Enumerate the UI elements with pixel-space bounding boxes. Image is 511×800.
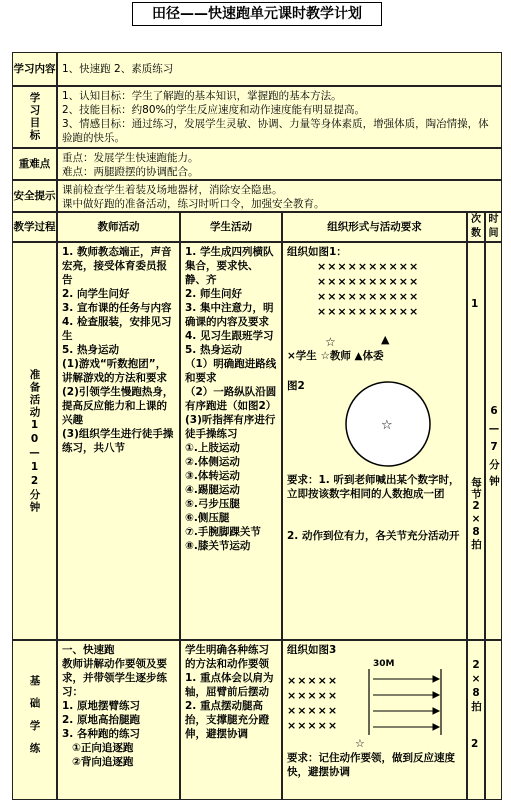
safety-item: 课中做好跑的准备活动，练习时听口令，加强安全教育。 xyxy=(62,198,325,210)
arrowhead-icon xyxy=(433,708,439,714)
student-item: （1）明确跑进路线和要求 xyxy=(185,358,277,384)
student-item: ⑤.弓步压腿 xyxy=(185,498,240,510)
objective-item: 2、技能目标：约80%的学生反应速度和动作速度能有明显提高。 xyxy=(62,104,366,116)
basic-section-label-text: 基础学练 xyxy=(28,675,41,765)
formation-row: ××××× xyxy=(287,689,339,702)
circle-run-diagram xyxy=(343,379,433,469)
header-teacher: 教师活动 xyxy=(57,212,180,242)
fig1-label: 组织如图1： xyxy=(287,246,347,258)
lesson-plan-table xyxy=(12,52,502,800)
safety-label: 安全提示 xyxy=(12,180,57,212)
monitor-triangle-icon: ▲ xyxy=(381,333,390,346)
teacher-star-icon: ☆ xyxy=(355,737,365,750)
fig2-label: 图2 xyxy=(287,380,305,392)
basic-teacher-activities xyxy=(57,640,180,800)
formation-row: ×××××××××× xyxy=(317,275,420,288)
prep-requirements-2: 2. 动作到位有力，各关节充分活动开 xyxy=(287,530,460,542)
safety-text xyxy=(57,180,502,212)
teacher-item: 2. 原地高抬腿跑 xyxy=(62,714,140,726)
student-item: （2）一路纵队沿圆有序跑进（如图2） xyxy=(185,386,277,412)
student-item: ⑥.侧压腿 xyxy=(185,512,230,524)
teacher-item: 1. 原地摆臂练习 xyxy=(62,700,140,712)
prep-time xyxy=(485,242,502,640)
student-item: 1. 学生成四列横队集合，要求快、静、齐 xyxy=(185,246,274,286)
basic-organization xyxy=(282,640,467,800)
teacher-item: ①正向追逐跑 xyxy=(72,742,134,754)
prep-student-activities xyxy=(180,242,282,640)
student-item: 2. 师生问好 xyxy=(185,288,242,300)
header-count: 次数 xyxy=(467,212,485,242)
arrowhead-icon xyxy=(433,724,439,730)
student-item: 5. 热身运动 xyxy=(185,344,242,356)
student-item: 学生明确各种练习的方法和动作要领 xyxy=(185,644,269,670)
header-process: 教学过程 xyxy=(12,212,57,242)
student-item: ①.上肢运动 xyxy=(185,442,240,454)
prep-teacher-activities xyxy=(57,242,180,640)
objectives-text xyxy=(57,86,502,148)
prep-time-text: 6—7分钟 xyxy=(488,405,500,492)
basic-count-2: 2 xyxy=(471,738,479,750)
fig3-label: 组织如图3 xyxy=(287,644,337,656)
teacher-item: 3. 各种跑的练习 xyxy=(62,728,140,740)
safety-item: 课前检查学生着装及场地器材，消除安全隐患。 xyxy=(62,184,283,196)
student-item: 2. 重点摆动腿高抬，支撑腿充分蹬伸，避摆协调 xyxy=(185,700,269,740)
student-item: ⑦.手腕脚踝关节 xyxy=(185,526,261,538)
sprint-formation-grid xyxy=(287,673,338,733)
study-content-label: 学习内容 xyxy=(12,52,57,86)
student-item: 4. 见习生跟班学习 xyxy=(185,330,274,342)
teacher-item: 一、快速跑 xyxy=(62,644,115,656)
prep-section-label xyxy=(12,242,57,640)
teacher-item: (3)组织学生进行徒手操练习，共八节 xyxy=(62,428,174,454)
basic-time xyxy=(485,640,502,800)
teacher-item: 5. 热身运动 xyxy=(62,344,119,356)
basic-count xyxy=(467,640,485,800)
basic-count-1: 2×8拍 xyxy=(470,659,482,714)
prep-count-2: 每节2×8拍 xyxy=(470,477,482,551)
formation-row: ×××××××××× xyxy=(317,290,420,303)
student-item: 1. 重点体会以肩为轴，屈臂前后摆动 xyxy=(185,672,274,698)
prep-count xyxy=(467,242,485,640)
objectives-label-text: 学习目标 xyxy=(28,92,41,142)
teacher-item: (2)引领学生慢跑热身，提高反应能力和上课的兴趣 xyxy=(62,386,174,426)
teacher-item: 4. 检查服装，安排见习生 xyxy=(62,316,172,342)
formation-row: ××××× xyxy=(287,674,339,687)
formation-row: ××××× xyxy=(287,704,339,717)
formation-row: ×××××××××× xyxy=(317,305,420,318)
teacher-item: 2. 向学生问好 xyxy=(62,288,130,300)
objective-item: 1、认知目标：学生了解跑的基本知识，掌握跑的基本方法。 xyxy=(62,90,342,102)
student-item: ③.体转运动 xyxy=(185,470,240,482)
objectives-label xyxy=(12,86,57,148)
objective-item: 3、情感目标：通过练习，发展学生灵敏、协调、力量等身体素质，增强体质，陶冶情操，体验跑的快乐。 xyxy=(62,118,489,144)
teacher-item: 1. 教师教态端正，声音宏亮，接受体育委员报告 xyxy=(62,246,172,286)
teacher-item: ②背向追逐跑 xyxy=(72,756,134,768)
basic-student-activities xyxy=(180,640,282,800)
formation-row: ×××××××××× xyxy=(317,260,420,273)
student-item: ②.体侧运动 xyxy=(185,456,240,468)
sprint-lanes-diagram xyxy=(367,669,457,739)
arrowhead-icon xyxy=(433,676,439,682)
student-item: (3)听指挥有序进行徒手操练习 xyxy=(185,414,276,440)
lane-arrows xyxy=(373,676,439,730)
prep-organization xyxy=(282,242,467,640)
page-title: 田径——快速跑单元课时教学计划 xyxy=(132,2,382,26)
formation-row: ××××× xyxy=(287,719,339,732)
prep-requirements: 要求：1. 听到老师喊出某个数字时，立即按该数字相同的人数抱成一团 xyxy=(287,474,460,500)
teacher-item: 教师讲解动作要领及要求，并带领学生逐步练习： xyxy=(62,658,167,698)
basic-requirements: 要求：记住动作要领，做到反应速度快，避摆协调 xyxy=(287,752,455,778)
formation-legend: ×学生 ☆教师 ▲体委 xyxy=(287,350,384,362)
student-item: 3. 集中注意力，明确课的内容及要求 xyxy=(185,302,274,328)
study-content-text: 1、快速跑 2、素质练习 xyxy=(57,52,502,86)
formation-grid xyxy=(287,259,462,319)
header-time: 时间 xyxy=(485,212,502,242)
teacher-star-icon: ☆ xyxy=(325,335,336,349)
key-point-item: 难点：两腿蹬摆的协调配合。 xyxy=(62,166,199,178)
header-organization: 组织形式与活动要求 xyxy=(282,212,467,242)
center-star-icon: ☆ xyxy=(381,418,393,433)
key-points-label: 重难点 xyxy=(12,148,57,180)
basic-section-label xyxy=(12,640,57,800)
header-student: 学生活动 xyxy=(180,212,282,242)
student-item: ④.踢腿运动 xyxy=(185,484,240,496)
teacher-item: 3. 宣布课的任务与内容 xyxy=(62,302,172,314)
key-point-item: 重点：发展学生快速跑能力。 xyxy=(62,152,199,164)
prep-count-1: 1 xyxy=(471,298,479,310)
arrowhead-icon xyxy=(433,692,439,698)
prep-section-label-text: 准备活动10—12分钟 xyxy=(28,368,41,514)
student-item: ⑧.膝关节运动 xyxy=(185,540,251,552)
key-points-text xyxy=(57,148,502,180)
teacher-item: (1)游戏“听数抱团”，讲解游戏的方法和要求 xyxy=(62,358,167,384)
distance-label: 30M xyxy=(373,659,395,669)
